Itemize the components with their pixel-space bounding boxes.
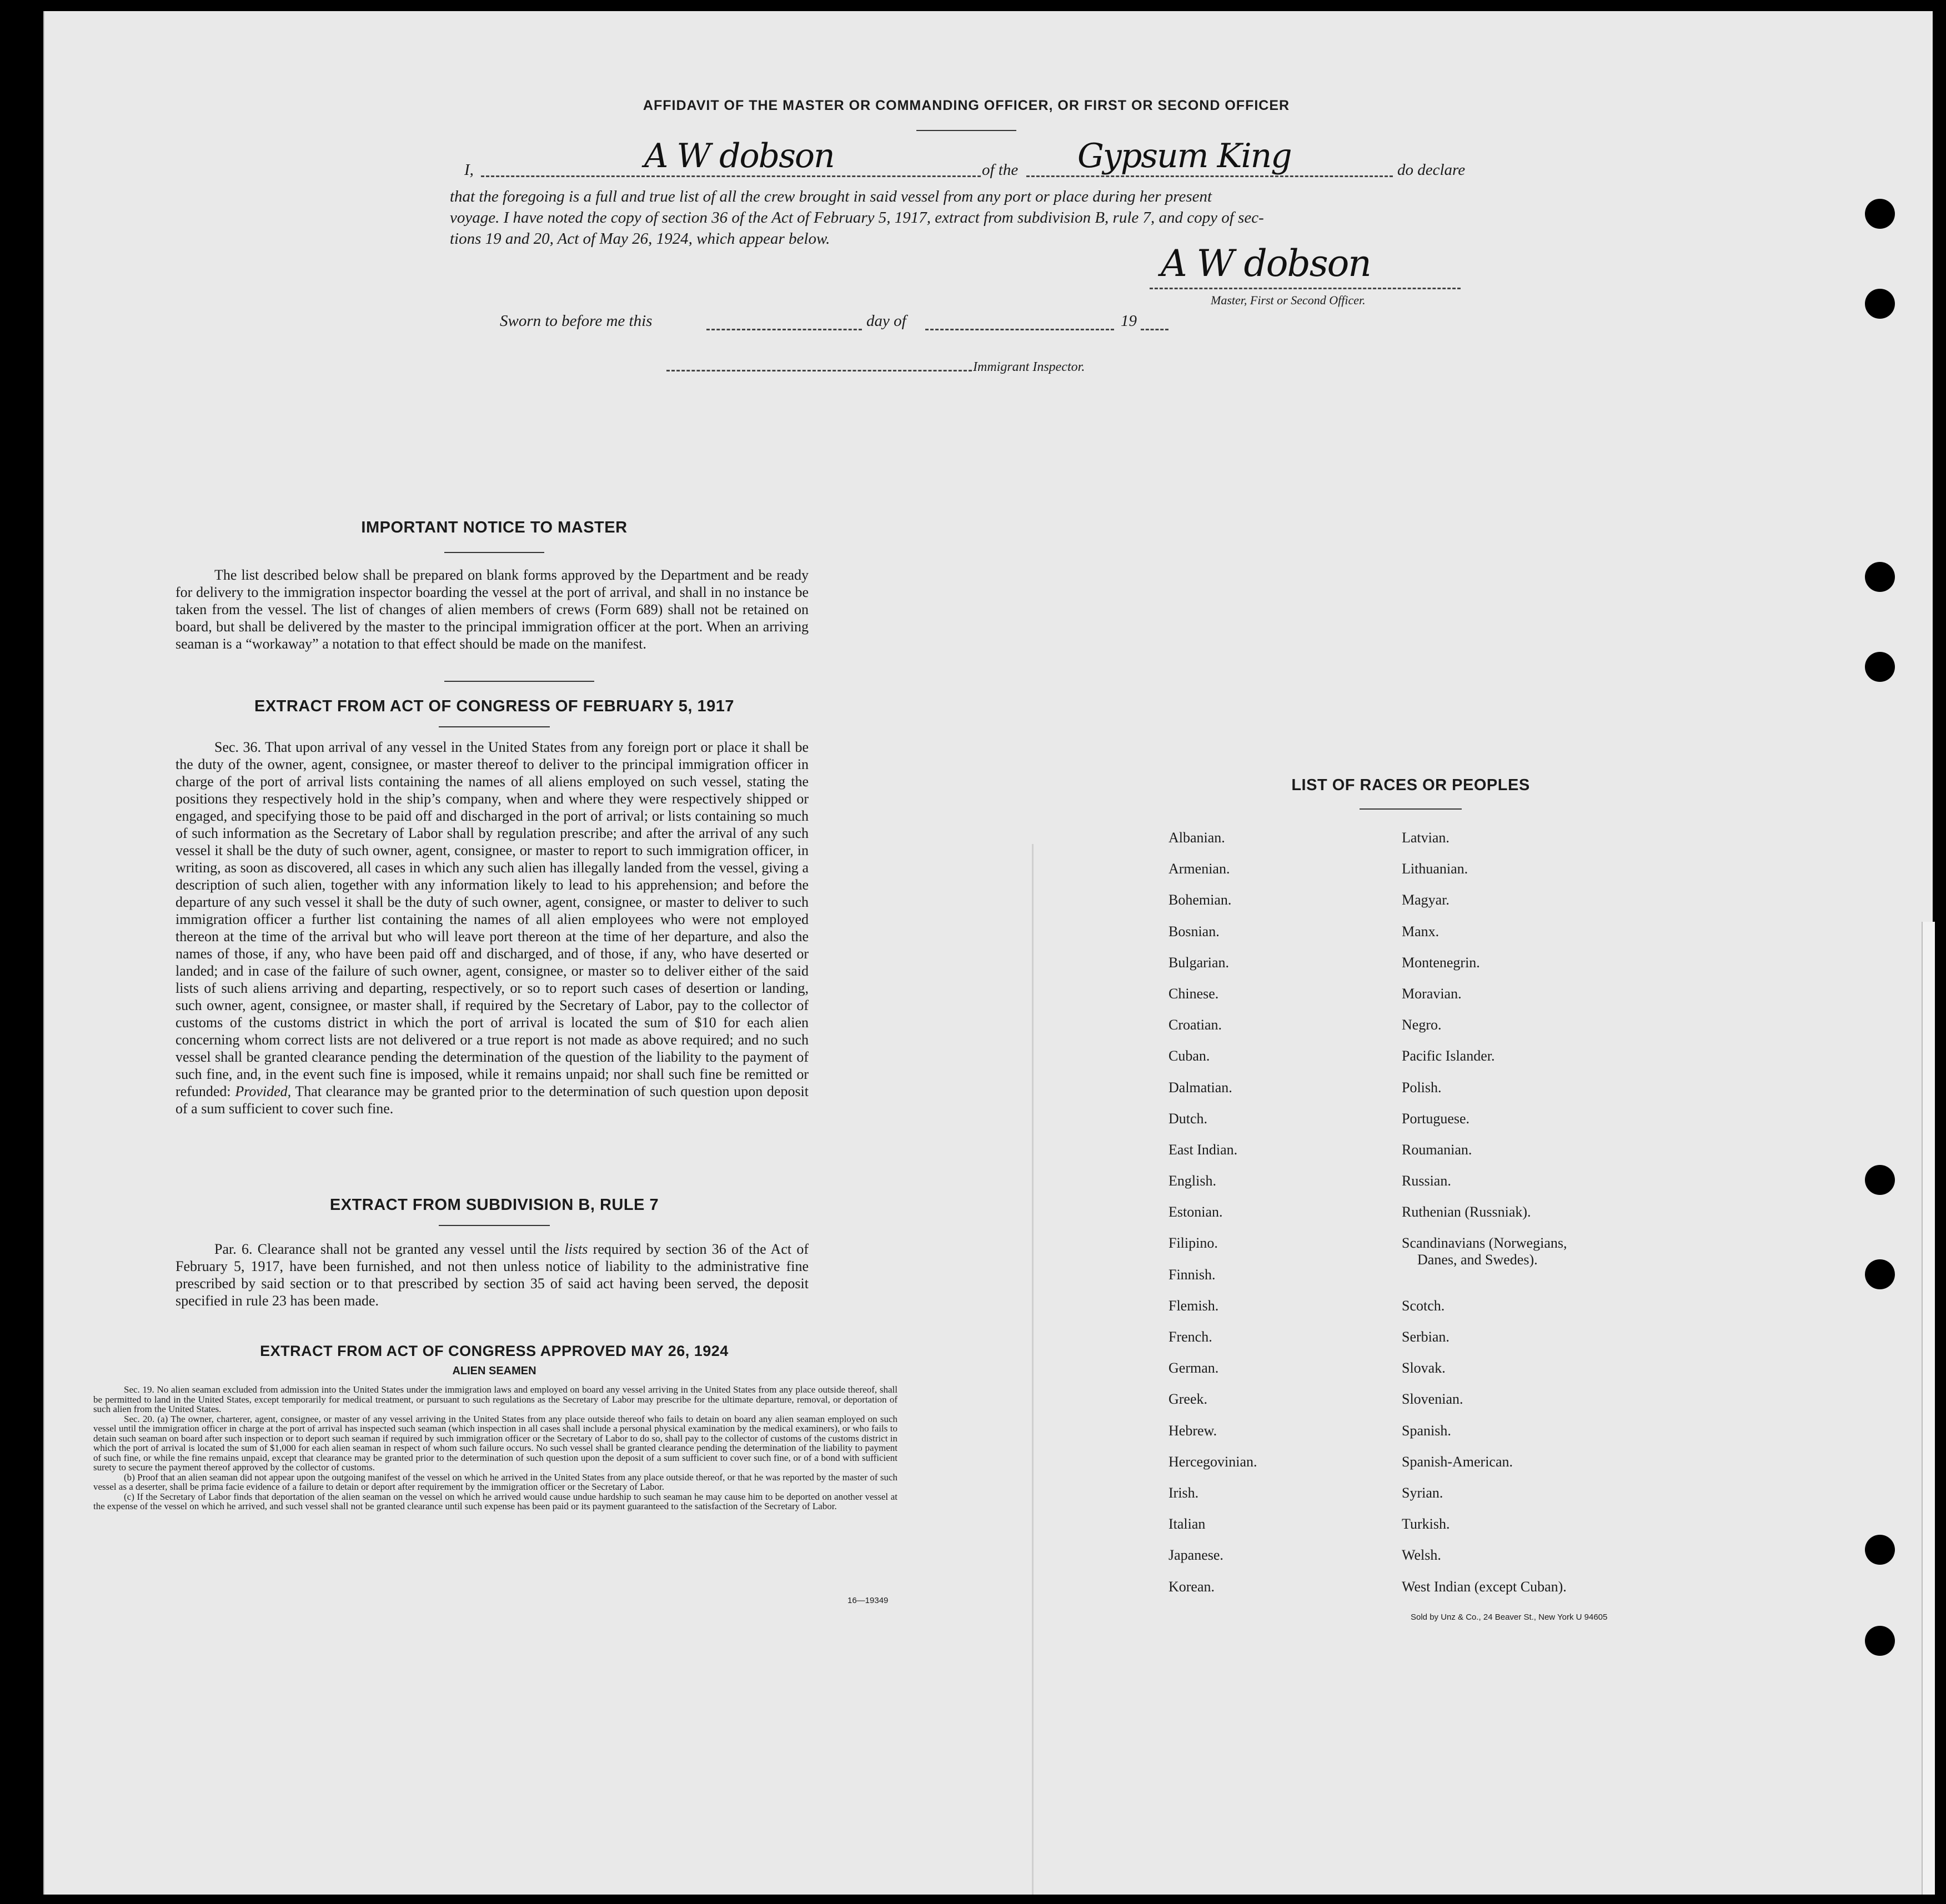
race-item: Serbian. (1402, 1329, 1450, 1345)
race-item: Bulgarian. (1168, 954, 1230, 971)
master-signature: A W dobson (1161, 242, 1371, 285)
notice-end-rule (444, 681, 594, 682)
race-item: Italian (1168, 1516, 1206, 1533)
extract-1917-title: EXTRACT FROM ACT OF CONGRESS OF FEBRUARY 5, 1917 (254, 697, 735, 715)
race-item: Estonian. (1168, 1204, 1223, 1220)
race-item: Armenian. (1168, 861, 1230, 877)
page-fold-line (1032, 844, 1034, 1895)
races-left-column (1168, 830, 1257, 1610)
binder-hole (1865, 1626, 1895, 1656)
races-title: LIST OF RACES OR PEOPLES (1291, 776, 1530, 794)
binder-hole (1865, 289, 1895, 319)
binder-hole (1865, 1535, 1895, 1565)
race-item: Albanian. (1168, 830, 1225, 846)
race-item: Portuguese. (1402, 1110, 1470, 1127)
sworn-day-of: day of (866, 312, 906, 330)
declaration-line-4: tions 19 and 20, Act of May 26, 1924, which appear below. (450, 230, 830, 248)
race-item: Negro. (1402, 1017, 1442, 1033)
declaration-of-the: of the (982, 161, 1019, 179)
race-item: Polish. (1402, 1079, 1442, 1096)
race-item: Finnish. (1168, 1266, 1216, 1283)
race-item: Slovak. (1402, 1360, 1446, 1376)
sec-19-text: Sec. 19. No alien seaman excluded from admission into the United States under the immigration laws and employed on board any vessel arriving in the United States from any place outside thereof, shall be permitted to land in the United States, except temporarily for medical treatment, or pursuant to such regulations as the Secretary of Labor may prescribe for the ultimate departure, removal, or deportation of such alien from the United States. (93, 1384, 897, 1414)
printer-imprint: Sold by Unz & Co., 24 Beaver St., New York U 94605 (1411, 1612, 1608, 1622)
race-item: Turkish. (1402, 1516, 1450, 1533)
race-item: Filipino. (1168, 1235, 1218, 1252)
race-item: Magyar. (1402, 892, 1450, 908)
race-item: English. (1168, 1173, 1216, 1189)
vessel-name-blank (1026, 175, 1393, 177)
extract-rule7-body (175, 1240, 809, 1309)
binder-hole (1865, 1165, 1895, 1195)
race-item: Hebrew. (1168, 1422, 1217, 1439)
race-item: Korean. (1168, 1578, 1215, 1595)
race-item: Cuban. (1168, 1048, 1210, 1064)
notice-rule (444, 552, 544, 553)
extract-1924-title: EXTRACT FROM ACT OF CONGRESS APPROVED MAY 26, 1924 (260, 1343, 729, 1359)
sec-36-label: Sec. 36. (214, 739, 261, 755)
race-item: Dutch. (1168, 1110, 1208, 1127)
proviso-label: Provided, (235, 1083, 292, 1099)
sworn-year-blank (1141, 329, 1168, 330)
race-item: German. (1168, 1360, 1219, 1376)
race-item: Welsh. (1402, 1547, 1441, 1564)
race-item: Syrian. (1402, 1484, 1443, 1501)
rule7-text-a: Clearance shall not be granted any vessel until the (257, 1241, 560, 1257)
extract-rule7-title: EXTRACT FROM SUBDIVISION B, RULE 7 (329, 1196, 659, 1214)
declaration-suffix: do declare (1397, 161, 1466, 179)
race-item: Hercegovinian. (1168, 1453, 1257, 1470)
race-item: Slovenian. (1402, 1391, 1463, 1408)
signature-line (1150, 288, 1461, 289)
proviso-text: That clearance may be granted prior to the determination of such question upon deposit of a sum sufficient to cover such fine. (175, 1083, 809, 1117)
binder-hole (1865, 1259, 1895, 1289)
notice-title: IMPORTANT NOTICE TO MASTER (361, 519, 628, 536)
sec-20c-text: (c) If the Secretary of Labor finds that deportation of the alien seaman on the vessel on which he arrived would cause undue hardship to such seaman he may cause him to be deported on another vessel at the expense of the vessel on which he arrived, and such vessel shall not be granted clearance until such expense has been paid or its payment guaranteed to the satisfaction of the Secretary of Labor. (93, 1491, 897, 1511)
race-item: West Indian (except Cuban). (1402, 1578, 1567, 1595)
race-item: Chinese. (1168, 985, 1219, 1002)
race-item: Bohemian. (1168, 892, 1232, 908)
race-item: Japanese. (1168, 1547, 1223, 1564)
race-item: Roumanian. (1402, 1141, 1472, 1158)
sworn-day-blank (706, 329, 862, 330)
sec-20b-text: (b) Proof that an alien seaman did not appear upon the outgoing manifest of the vessel on which he arrived in the United States from any place outside thereof, or that he was reported by the master of such vessel as a deserter, shall be prima facie evidence of a failure to detain or deport after requirement by the immigration officer or the Secretary of Labor. (93, 1471, 897, 1492)
extract-1917-body (175, 739, 809, 1117)
race-item: Russian. (1402, 1173, 1451, 1189)
race-item: East Indian. (1168, 1141, 1238, 1158)
race-item: Croatian. (1168, 1017, 1222, 1033)
alien-seamen-subtitle: ALIEN SEAMEN (452, 1365, 536, 1377)
declaration-line-3: voyage. I have noted the copy of section 36 of the Act of February 5, 1917, extract from subdivision B, rule 7, and copy of sec- (450, 209, 1264, 227)
sworn-month-blank (925, 329, 1114, 330)
signature-caption: Master, First or Second Officer. (1211, 293, 1366, 307)
race-item: Spanish. (1402, 1422, 1451, 1439)
lists-word: lists (564, 1241, 588, 1257)
race-item: Pacific Islander. (1402, 1048, 1495, 1064)
declaration-prefix: I, (464, 161, 474, 179)
inspector-signature-line (666, 370, 972, 371)
rule7-text-b: required by section 36 of the Act of February 5, 1917, have been furnished, and not then unless notice of liability to the administrative fine prescribed by said section or to that prescribed by section 35 of said act having been served, the deposit specified in rule 23 has been made. (175, 1241, 809, 1309)
race-item: French. (1168, 1329, 1212, 1345)
sec-20a-text: Sec. 20. (a) The owner, charterer, agent, consignee, or master of any vessel arriving in the United States from any place outside thereof who fails to detain on board any alien seaman employed on such vessel until the immigration officer in charge at the port of arrival has inspected such seaman (which inspection in all cases shall include a personal physical examination by the medical examiners), or who fails to detain such seaman on board after such inspection or to deport such seaman if required by such immigration officer or the Secretary of Labor to do so, shall pay to the collector of customs of the customs district in which the port of arrival is located the sum of $1,000 for each alien seaman in respect of whom such failure occurs. No such vessel shall be granted clearance pending the determination of the liability to payment of such fine, or while the fine remains unpaid, except that clearance may be granted prior to the determination of such question upon the deposit of a sum sufficient to cover such fine, or of a bond with sufficient surety to secure the payment thereof approved by the collector of customs. (93, 1413, 897, 1473)
race-item: Dalmatian. (1168, 1079, 1232, 1096)
page-edge-overlap (1922, 922, 1935, 1895)
race-item: Latvian. (1402, 830, 1450, 846)
sworn-prefix: Sworn to before me this (500, 312, 653, 330)
race-item: Irish. (1168, 1484, 1199, 1501)
declaration-line-2: that the foregoing is a full and true list of all the crew brought in said vessel from any port or place during her present (450, 188, 1212, 205)
race-item: Manx. (1402, 923, 1440, 940)
races-right-column (1402, 830, 1567, 1610)
master-name-blank (481, 175, 981, 177)
par-6-label: Par. 6. (214, 1241, 253, 1257)
race-item: Scotch. (1402, 1297, 1445, 1314)
race-item: Flemish. (1168, 1297, 1219, 1314)
form-number: 16—19349 (847, 1596, 889, 1605)
race-item: Lithuanian. (1402, 861, 1468, 877)
extract-1917-rule (439, 726, 550, 727)
sec-36-text: That upon arrival of any vessel in the United States from any foreign port or place it shall be the duty of the owner, agent, consignee, or master thereof to deliver to the principal immigration officer in charge of the port of arrival lists containing the names of all aliens employed on such vessel, stating the positions they respectively hold in the ship’s company, when and where they were respectively shipped or engaged, and specifying those to be paid off and discharged in the port of arrival; or lists containing so much of such information as the Secretary of Labor shall by regulation prescribe; and after the arrival of any such vessel it shall be the duty of such owner, agent, consignee, or master to report to such immigration officer, in writing, as soon as discovered, all cases in which any such alien has illegally landed from the vessel, giving a description of such alien, together with any information likely to lead to his apprehension; and before the departure of any such vessel it shall be the duty of such owner, agent, consignee, or master to deliver to such immigration officer a further list containing the names of all alien employees who were not employed thereon at the time of the arrival but who will leave port thereon at the time of her departure, and also the names of those, if any, who have been paid off and discharged, and of those, if any, who have deserted or landed; and in case of the failure of such owner, agent, consignee, or master so to deliver either of the said lists of such aliens arriving and departing, respectively, or so to report such cases of desertion or landing, such owner, agent, consignee, or master shall, if required by the Secretary of Labor, pay to the collector of customs of the customs district in which the port of arrival is located the sum of $10 for each alien concerning whom correct lists are not delivered or a true report is not made as above required; and no such vessel shall be granted clearance pending the determination of the question of the liability to the payment of such fine, and, in the event such fine is imposed, while it remains unpaid; nor shall such fine be remitted or refunded: (175, 739, 809, 1099)
title-rule (916, 130, 1016, 131)
master-name-signature: A W dobson (644, 137, 834, 175)
race-item: Scandinavians (Norwegians, (1402, 1235, 1567, 1252)
race-item: Danes, and Swedes). (1417, 1252, 1538, 1268)
notice-body: The list described below shall be prepared on blank forms approved by the Department and be ready for delivery to the immigration inspector boarding the vessel at the port of arrival, and shall in no instance be taken from the vessel. The list of changes of alien members of crews (Form 689) shall not be retained on board, but shall be delivered by the master to the principal immigration officer at the port. When an arriving seaman is a “workaway” a notation to that effect should be made on the manifest. (175, 567, 809, 652)
race-item: Moravian. (1402, 985, 1462, 1002)
sworn-year: 19 (1121, 312, 1137, 330)
extract-1924-body (93, 1385, 897, 1511)
race-item: Montenegrin. (1402, 954, 1480, 971)
race-item: Ruthenian (Russniak). (1402, 1204, 1531, 1220)
race-item: Greek. (1168, 1391, 1208, 1408)
race-item: Bosnian. (1168, 923, 1220, 940)
affidavit-title: AFFIDAVIT OF THE MASTER OR COMMANDING OFFICER, OR FIRST OR SECOND OFFICER (643, 98, 1290, 113)
inspector-caption: Immigrant Inspector. (973, 360, 1085, 374)
binder-hole (1865, 199, 1895, 229)
races-rule (1360, 808, 1462, 810)
extract-rule7-rule (439, 1225, 550, 1226)
binder-hole (1865, 562, 1895, 592)
race-item: Spanish-American. (1402, 1453, 1513, 1470)
binder-hole (1865, 652, 1895, 682)
vessel-name-handwritten: Gypsum King (1077, 137, 1291, 175)
